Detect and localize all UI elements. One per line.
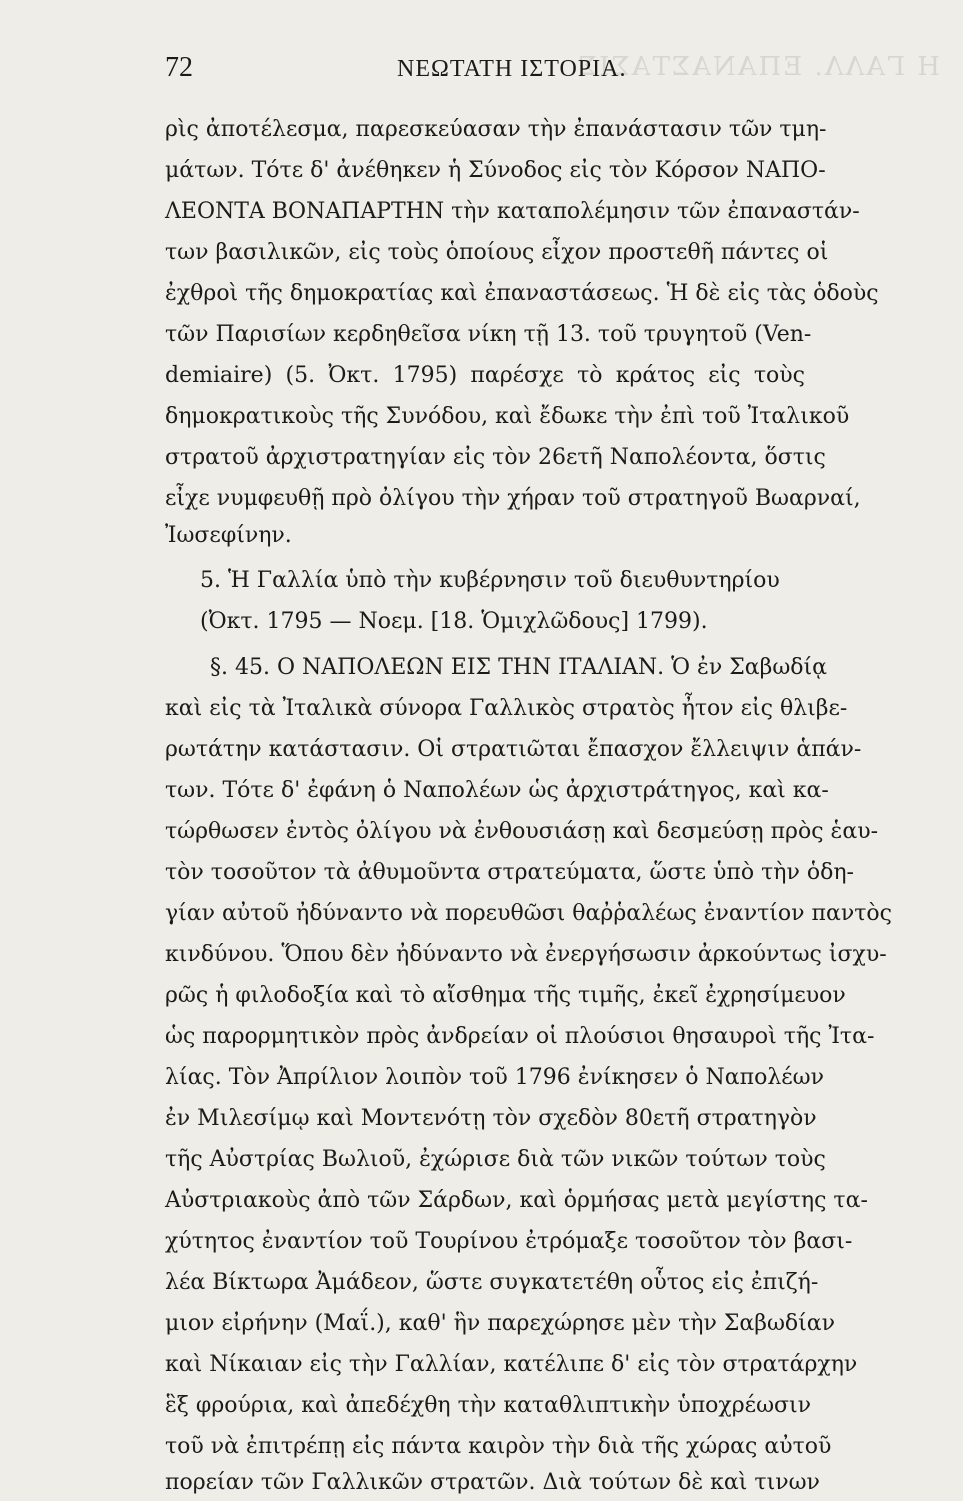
text-line: πορείαν τῶν Γαλλικῶν στρατῶν. Διὰ τούτων δὲ καὶ τινων [165, 1470, 820, 1495]
text-line: ὡς παρορμητικὸν πρὸς ἀνδρείαν οἱ πλούσιοι θησαυροὶ τῆς Ἰτα- [165, 1024, 875, 1049]
text-line: ἐν Μιλεσίμῳ καὶ Μοντενότῃ τὸν σχεδὸν 80ετῆ στρατηγὸν [165, 1106, 817, 1131]
bleed-through-text: Η ΓΑΛΛ. ΕΠΑΝΑΣΤΑΣΙΣ [576, 52, 940, 82]
text-line: ΛΕΟΝΤΑ ΒΟΝΑΠΑΡΤΗΝ τὴν καταπολέμησιν τῶν ἐπαναστάν- [165, 199, 860, 224]
text-line: των. Τότε δ' ἐφάνη ὁ Ναπολέων ὡς ἀρχιστράτηγος, καὶ κα- [165, 778, 829, 803]
page-header [165, 52, 805, 92]
running-head: ΝΕΩΤΑΤΗ ΙΣΤΟΡΙΑ. [397, 56, 627, 82]
text-line: κινδύνου. Ὅπου δὲν ἠδύναντο νὰ ἐνεργήσωσιν ἀρκούντως ἰσχυ- [165, 942, 887, 967]
text-line: ἓξ φρούρια, καὶ ἀπεδέχθη τὴν καταθλιπτικὴν ὑποχρέωσιν [165, 1393, 812, 1418]
text-line: τὸν τοσοῦτον τὰ ἀθυμοῦντα στρατεύματα, ὥστε ὑπὸ τὴν ὁδη- [165, 860, 854, 885]
page-number: 72 [165, 52, 193, 83]
text-line: ρῶς ἡ φιλοδοξία καὶ τὸ αἴσθημα τῆς τιμῆς, ἐκεῖ ἐχρησίμευον [165, 983, 846, 1008]
text-line: τῶν Παρισίων κερδηθεῖσα νίκη τῇ 13. τοῦ τρυγητοῦ (Ven- [165, 322, 812, 347]
text-line: εἶχε νυμφευθῇ πρὸ ὀλίγου τὴν χήραν τοῦ στρατηγοῦ Βωαρναί, [165, 486, 861, 511]
text-line: γίαν αὐτοῦ ἠδύναντο νὰ πορευθῶσι θαῤῥαλέως ἐναντίον παντὸς [165, 901, 892, 926]
text-line: των βασιλικῶν, εἰς τοὺς ὁποίους εἶχον προστεθῆ πάντες οἱ [165, 240, 829, 265]
section-heading: 5. Ἡ Γαλλία ὑπὸ τὴν κυβέρνησιν τοῦ διευθυντηρίου [200, 568, 780, 593]
text-line: τώρθωσεν ἐντὸς ὀλίγου νὰ ἐνθουσιάσῃ καὶ δεσμεύσῃ πρὸς ἑαυ- [165, 819, 879, 844]
text-line: λέα Βίκτωρα Ἀμάδεον, ὥστε συγκατετέθη οὗτος εἰς ἐπιζή- [165, 1270, 819, 1295]
text-line: Ἰωσεφίνην. [165, 523, 292, 548]
paragraph-heading: §. 45. Ο ΝΑΠΟΛΕΩΝ ΕΙΣ ΤΗΝ ΙΤΑΛΙΑΝ. Ὁ ἐν Σαβωδίᾳ [210, 655, 828, 680]
text-line: λίας. Τὸν Ἀπρίλιον λοιπὸν τοῦ 1796 ἐνίκησεν ὁ Ναπολέων [165, 1065, 824, 1090]
text-line: Αὐστριακοὺς ἀπὸ τῶν Σάρδων, καὶ ὁρμήσας μετὰ μεγίστης τα- [165, 1188, 868, 1213]
text-line: ρωτάτην κατάστασιν. Οἱ στρατιῶται ἔπασχον ἔλλειψιν ἁπάν- [165, 737, 862, 762]
section-heading-dates: (Ὀκτ. 1795 — Νοεμ. [18. Ὁμιχλῶδους] 1799). [200, 609, 708, 634]
text-line: μάτων. Τότε δ' ἀνέθηκεν ἡ Σύνοδος εἰς τὸν Κόρσον ΝΑΠΟ- [165, 158, 826, 183]
text-line: demiaire) (5. Ὀκτ. 1795) παρέσχε τὸ κράτος εἰς τοὺς [165, 363, 805, 388]
text-line: τοῦ νὰ ἐπιτρέπῃ εἰς πάντα καιρὸν τὴν διὰ τῆς χώρας αὐτοῦ [165, 1434, 832, 1459]
text-line: ἐχθροὶ τῆς δημοκρατίας καὶ ἐπαναστάσεως. Ἡ δὲ εἰς τὰς ὁδοὺς [165, 281, 879, 306]
text-line: καὶ Νίκαιαν εἰς τὴν Γαλλίαν, κατέλιπε δ' εἰς τὸν στρατάρχην [165, 1352, 858, 1377]
text-line: μιον εἰρήνην (Μαΐ.), καθ' ἣν παρεχώρησε μὲν τὴν Σαβωδίαν [165, 1311, 835, 1336]
text-line: στρατοῦ ἀρχιστρατηγίαν εἰς τὸν 26ετῆ Ναπολέοντα, ὅστις [165, 445, 826, 470]
text-line: ρὶς ἀποτέλεσμα, παρεσκεύασαν τὴν ἐπανάστασιν τῶν τμη- [165, 117, 827, 142]
text-line: δημοκρατικοὺς τῆς Συνόδου, καὶ ἔδωκε τὴν ἐπὶ τοῦ Ἰταλικοῦ [165, 404, 850, 429]
text-line: καὶ εἰς τὰ Ἰταλικὰ σύνορα Γαλλικὸς στρατὸς ἦτον εἰς θλιβε- [165, 696, 848, 721]
text-line: τῆς Αὐστρίας Βωλιοῦ, ἐχώρισε διὰ τῶν νικῶν τούτων τοὺς [165, 1147, 826, 1172]
text-line: χύτητος ἐναντίον τοῦ Τουρίνου ἐτρόμαξε τοσοῦτον τὸν βασι- [165, 1229, 853, 1254]
